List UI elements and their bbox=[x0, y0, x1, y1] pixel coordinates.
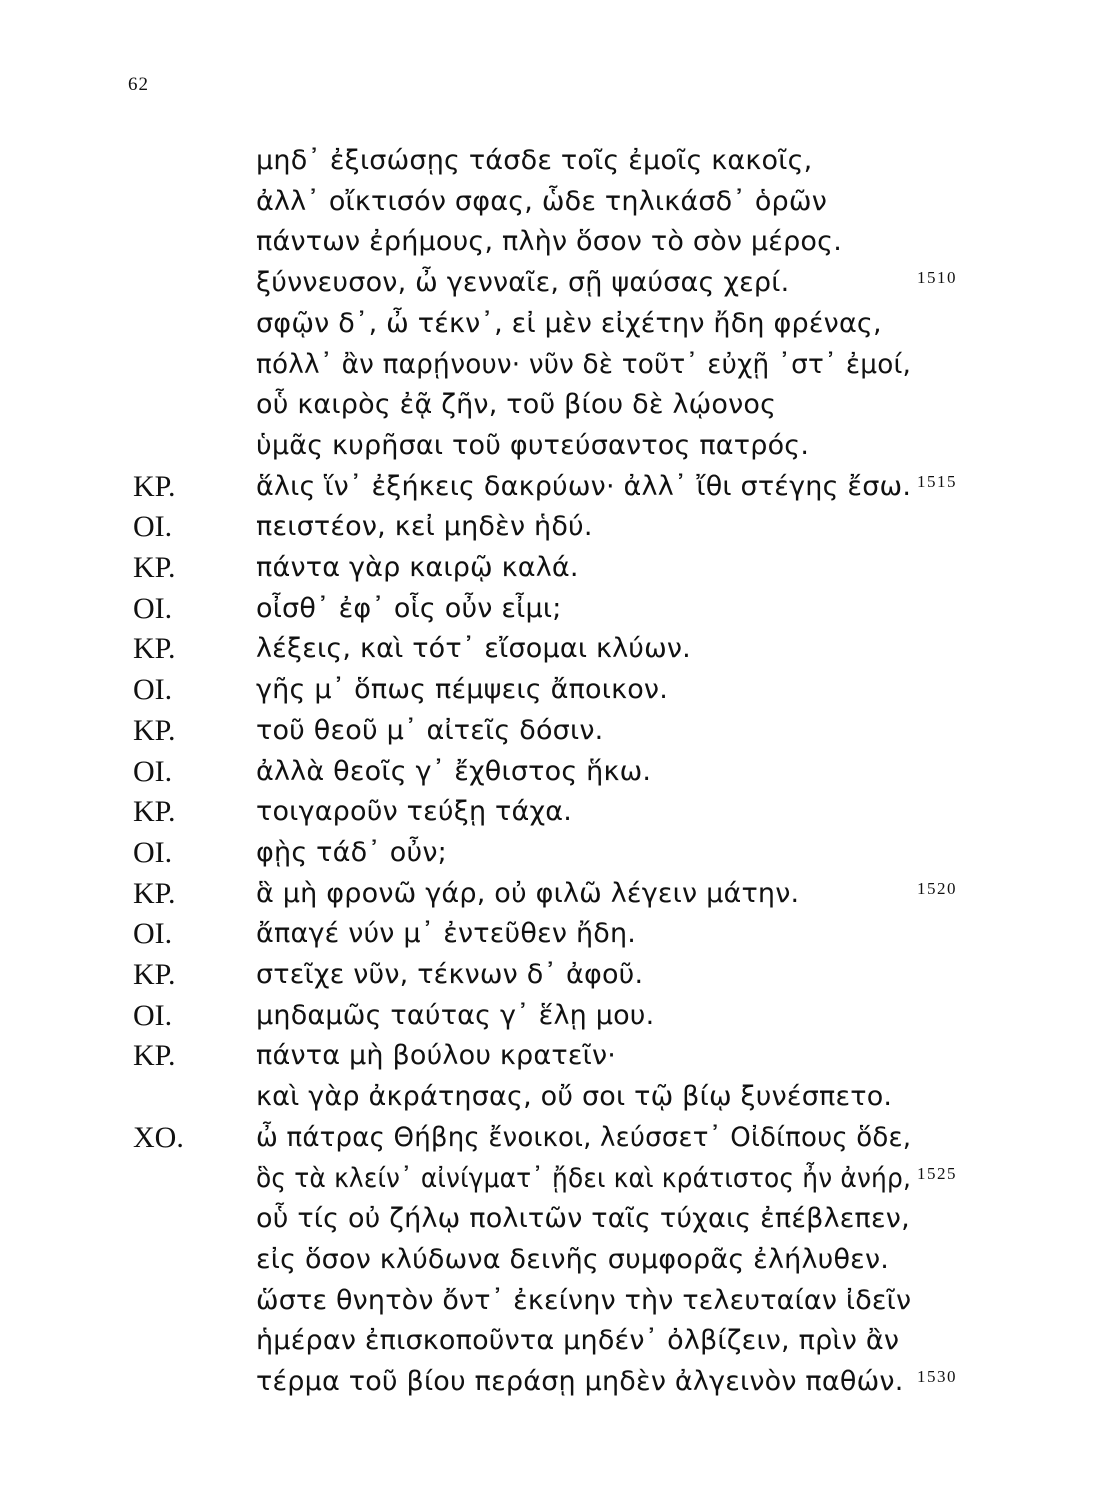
speaker-label: ΚΡ. bbox=[133, 551, 176, 584]
verse-text-line: εἰς ὅσον κλύδωνα δεινῆς συμφορᾶς ἐλήλυθεν. bbox=[256, 1243, 890, 1275]
verse-line bbox=[0, 182, 1111, 222]
speaker-label: ΚΡ. bbox=[133, 713, 176, 747]
verse-line bbox=[0, 1077, 1111, 1117]
verse-text-line: ὃς τὰ κλείν᾽ αἰνίγματ᾽ ᾔδει καὶ κράτιστος ἦν ἀνήρ, bbox=[256, 1162, 912, 1194]
verse-line bbox=[0, 1240, 1111, 1280]
verse-text-line: οἶσθ᾽ ἐφ᾽ οἷς οὖν εἶμι; bbox=[256, 592, 562, 624]
verse-text-line: ἄπαγέ νύν μ᾽ ἐντεῦθεν ἤδη. bbox=[256, 918, 637, 950]
speaker-label: ΟΙ. bbox=[133, 835, 173, 869]
verse-line bbox=[0, 548, 1111, 588]
verse-line bbox=[0, 589, 1111, 629]
verse-text-line: ἅλις ἵν᾽ ἐξήκεις δακρύων· ἀλλ᾽ ἴθι στέγης ἔσω. bbox=[256, 470, 912, 502]
verse-text-line: πάντα γὰρ καιρῷ καλά. bbox=[256, 552, 579, 583]
verse-line bbox=[0, 467, 1111, 507]
verse-text-line: μηδαμῶς ταύτας γ᾽ ἕλῃ μου. bbox=[256, 999, 655, 1031]
speaker-label: ΚΡ. bbox=[133, 876, 176, 910]
verse-text-line: τέρμα τοῦ βίου περάσῃ μηδὲν ἀλγεινὸν παθών. bbox=[256, 1366, 904, 1397]
verse-line bbox=[0, 629, 1111, 669]
verse-text-line: οὗ τίς οὐ ζήλῳ πολιτῶν ταῖς τύχαις ἐπέβλεπεν, bbox=[256, 1203, 910, 1235]
verse-line bbox=[0, 670, 1111, 710]
verse-line bbox=[0, 752, 1111, 792]
verse-line bbox=[0, 833, 1111, 873]
verse-line bbox=[0, 345, 1111, 385]
verse-line bbox=[0, 304, 1111, 344]
verse-line bbox=[0, 955, 1111, 995]
verse-line bbox=[0, 1281, 1111, 1321]
verse-line bbox=[0, 1362, 1111, 1402]
speaker-label: ΚΡ. bbox=[133, 632, 176, 666]
verse-text-line: πάντων ἐρήμους, πλὴν ὅσον τὸ σὸν μέρος. bbox=[256, 226, 842, 258]
verse-text-line: πειστέον, κεἰ μηδὲν ἡδύ. bbox=[256, 511, 593, 543]
speaker-label: ΧΟ. bbox=[133, 1120, 184, 1154]
verse-text-line: καὶ γὰρ ἀκράτησας, οὔ σοι τῷ βίῳ ξυνέσπετο. bbox=[256, 1081, 893, 1113]
verse-text-line: ἀλλ᾽ οἴκτισόν σφας, ὧδε τηλικάσδ᾽ ὁρῶν bbox=[256, 185, 827, 217]
verse-text-line: ἀλλὰ θεοῖς γ᾽ ἔχθιστος ἥκω. bbox=[256, 755, 652, 787]
verse-line bbox=[0, 1199, 1111, 1239]
line-number: 1515 bbox=[917, 471, 957, 491]
verse-line bbox=[0, 141, 1111, 181]
verse-text-line: πάντα μὴ βούλου κρατεῖν· bbox=[256, 1040, 617, 1072]
verse-line bbox=[0, 792, 1111, 832]
verse-text-line: ὥστε θνητὸν ὄντ᾽ ἐκείνην τὴν τελευταίαν ἰδεῖν bbox=[256, 1284, 912, 1316]
speaker-label: ΚΡ. bbox=[133, 1039, 176, 1073]
verse-line bbox=[0, 711, 1111, 751]
verse-line bbox=[0, 385, 1111, 425]
speaker-label: ΟΙ. bbox=[133, 917, 173, 951]
page-number: 62 bbox=[128, 74, 149, 95]
verse-text-line: στεῖχε νῦν, τέκνων δ᾽ ἀφοῦ. bbox=[256, 959, 644, 990]
speaker-label: ΚΡ. bbox=[133, 958, 176, 991]
speaker-label: ΚΡ. bbox=[133, 795, 176, 829]
verse-text-line: ὑμᾶς κυρῆσαι τοῦ φυτεύσαντος πατρός. bbox=[256, 429, 810, 461]
verse-line bbox=[0, 222, 1111, 262]
speaker-label: ΟΙ. bbox=[133, 998, 173, 1032]
verse-text-line: τοῦ θεοῦ μ᾽ αἰτεῖς δόσιν. bbox=[256, 714, 604, 746]
verse-line bbox=[0, 914, 1111, 954]
line-number: 1525 bbox=[917, 1163, 957, 1183]
verse-line bbox=[0, 426, 1111, 466]
verse-line bbox=[0, 874, 1111, 914]
verse-text-line: σφῷν δ᾽, ὦ τέκν᾽, εἰ μὲν εἰχέτην ἤδη φρένας, bbox=[256, 307, 882, 339]
speaker-label: ΟΙ. bbox=[133, 673, 173, 707]
verse-line bbox=[0, 1036, 1111, 1076]
verse-line bbox=[0, 263, 1111, 303]
verse-text-line: φῂς τάδ᾽ οὖν; bbox=[256, 836, 447, 868]
speaker-label: ΟΙ. bbox=[133, 510, 173, 544]
verse-text-line: λέξεις, καὶ τότ᾽ εἴσομαι κλύων. bbox=[256, 633, 691, 665]
verse-line bbox=[0, 1321, 1111, 1361]
line-number: 1530 bbox=[917, 1367, 957, 1386]
line-number: 1510 bbox=[917, 268, 957, 288]
verse-line bbox=[0, 996, 1111, 1036]
verse-line bbox=[0, 507, 1111, 547]
speaker-label: ΟΙ. bbox=[133, 591, 173, 625]
speaker-label: ΟΙ. bbox=[133, 754, 173, 788]
verse-text-line: ὦ πάτρας Θήβης ἔνοικοι, λεύσσετ᾽ Οἰδίπους ὅδε, bbox=[256, 1121, 912, 1153]
speaker-label: ΚΡ. bbox=[133, 469, 176, 503]
verse-text-line: μηδ᾽ ἐξισώσῃς τάσδε τοῖς ἐμοῖς κακοῖς, bbox=[256, 145, 813, 176]
verse-text-line: οὗ καιρὸς ἐᾷ ζῆν, τοῦ βίου δὲ λῴονος bbox=[256, 389, 777, 421]
verse-line bbox=[0, 1159, 1111, 1199]
line-number: 1520 bbox=[917, 878, 957, 898]
verse-text-line: ἃ μὴ φρονῶ γάρ, οὐ φιλῶ λέγειν μάτην. bbox=[256, 877, 800, 909]
verse-text-line: γῆς μ᾽ ὅπως πέμψεις ἄποικον. bbox=[256, 674, 668, 706]
verse-line bbox=[0, 1118, 1111, 1158]
verse-text-line: ἡμέραν ἐπισκοποῦντα μηδέν᾽ ὀλβίζειν, πρὶν ἂν bbox=[256, 1325, 900, 1357]
verse-text-line: πόλλ᾽ ἂν παρῄνουν· νῦν δὲ τοῦτ᾽ εὐχῇ ᾽στ᾽ ἐμοί, bbox=[256, 348, 912, 380]
verse-text-line: ξύννευσον, ὦ γενναῖε, σῇ ψαύσας χερί. bbox=[256, 267, 790, 299]
verse-text-line: τοιγαροῦν τεύξῃ τάχα. bbox=[256, 796, 573, 828]
